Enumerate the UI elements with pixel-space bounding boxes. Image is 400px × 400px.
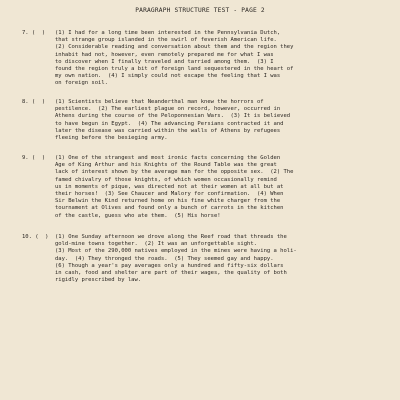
paragraph-line: rigidly prescribed by law. <box>55 277 142 284</box>
question-7-paragraph <box>55 30 395 88</box>
paragraph-line: that strange group islanded in the swirl of feverish American life. <box>55 37 277 44</box>
paragraph-line: (1) I had for a long time been interested in the Pennsylvania Dutch, <box>55 30 281 36</box>
paragraph-line: to discover when I finally traveled and tarried among them. (3) I <box>55 58 274 65</box>
paragraph-line: (3) Most of the 290,000 natives employed in the mines were having a holi- <box>55 248 297 255</box>
paragraph-line: Athens during the course of the Peloponnesian Wars. (3) It is believed <box>55 113 291 120</box>
paragraph-line: famed chivalry of those knights, of which women occasionally remind <box>55 176 277 183</box>
paragraph-line: us in moments of pique, was directed not at their women at all but at <box>55 183 284 190</box>
paragraph-line: gold-mine towns together. (2) It was an unforgettable sight. <box>55 241 257 248</box>
paragraph-line: in cash, food and shelter are part of their wages, the quality of both <box>55 270 287 277</box>
question-10-paragraph <box>55 234 395 284</box>
paragraph-line: on foreign soil. <box>55 80 108 87</box>
paragraph-line: (1) One Sunday afternoon we drove along the Reef road that threads the <box>55 234 287 240</box>
paragraph-line: day. (4) They thronged the roads. (5) They seemed gay and happy. <box>55 255 274 262</box>
paragraph-line: (1) Scientists believe that Neanderthal man knew the horrors of <box>55 99 264 105</box>
paragraph-line: inhabit had not, however, even remotely prepared me for what I was <box>55 51 274 58</box>
question-8-paragraph <box>55 99 395 142</box>
paragraph-line: (6) Though a year's pay averages only a hundred and fifty-six dollars <box>55 262 284 269</box>
paragraph-line: tournament at Olives and found only a bunch of carrots in the kitchen <box>55 205 284 212</box>
paragraph-line: to have begun in Egypt. (4) The advancing Persians contracted it and <box>55 120 284 127</box>
paragraph-line: pestilence. (2) The earliest plague on record, however, occurred in <box>55 106 281 113</box>
paragraph-line: their horses! (3) See Chaucer and Malory for confirmation. (4) When <box>55 191 284 198</box>
paragraph-line: lack of interest shown by the average man for the opposite sex. (2) The <box>55 169 294 176</box>
paragraph-line: (1) One of the strangest and most ironic facts concerning the Golden <box>55 155 281 161</box>
question-9-marker: 9. ( ) <box>22 155 46 161</box>
page-title: PARAGRAPH STRUCTURE TEST - PAGE 2 <box>135 7 265 14</box>
paragraph-line: found the region truly a bit of foreign land sequestered in the heart of <box>55 66 294 73</box>
paragraph-line: my own nation. (4) I simply could not escape the feeling that I was <box>55 73 281 80</box>
paragraph-line: later the disease was carried within the walls of Athens by refugees <box>55 127 281 134</box>
question-9-paragraph <box>55 155 395 220</box>
paragraph-line: of the castle, guess who ate them. (5) His horse! <box>55 212 221 219</box>
paragraph-line: Age of King Arthur and his Knights of the Round Table was the great <box>55 162 277 169</box>
question-8-marker: 8. ( ) <box>22 99 46 105</box>
paragraph-line: Sir Belwin the Kind returned home on his fine white charger from the <box>55 198 281 205</box>
question-7-marker: 7. ( ) <box>22 30 46 36</box>
paragraph-line: fleeing before the besieging army. <box>55 135 168 142</box>
paragraph-line: (2) Considerable reading and conversation about them and the region they <box>55 44 294 51</box>
question-10-marker: 10. ( ) <box>22 234 49 240</box>
